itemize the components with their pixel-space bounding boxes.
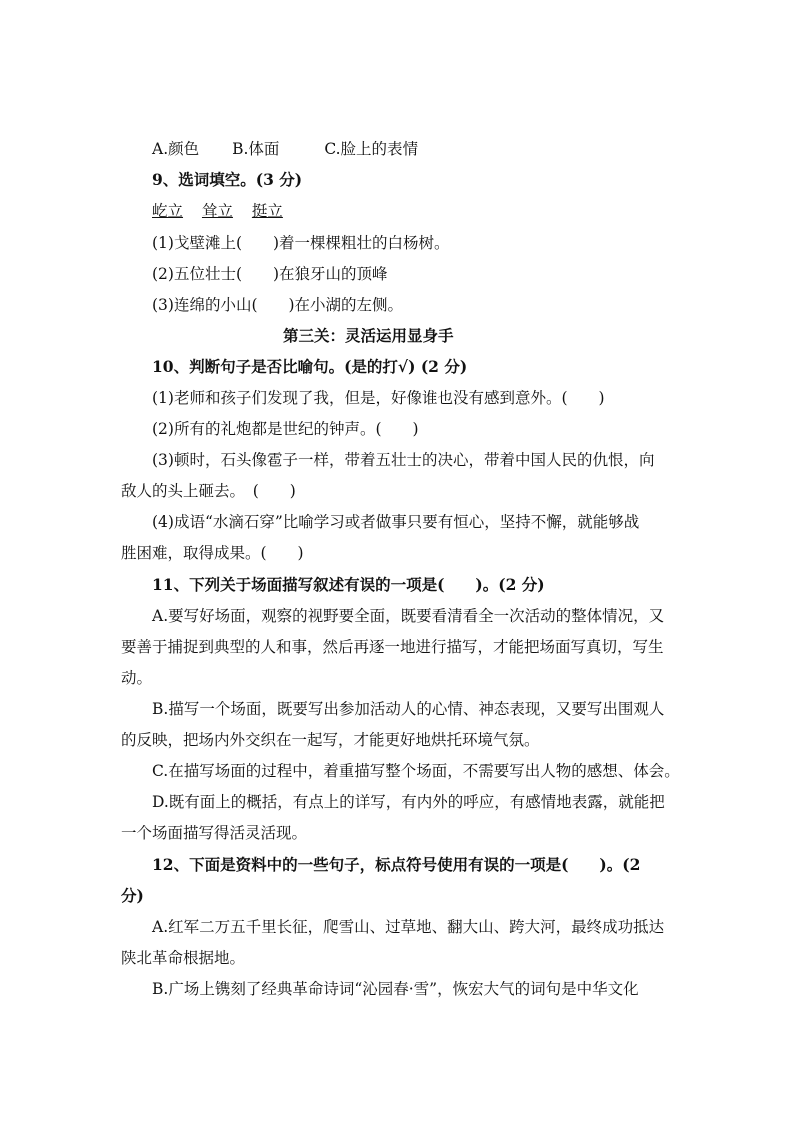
q10-item-1: (1)老师和孩子们发现了我，但是，好像谁也没有感到意外。( )	[152, 389, 605, 407]
q12-option-a-cont: 陕北革命根据地。	[121, 949, 246, 967]
q9-title: 9、选词填空。(3 分)	[152, 170, 303, 189]
q10-title: 10、判断句子是否比喻句。(是的打√) (2 分)	[152, 357, 468, 376]
q9-word-2: 耸立	[201, 202, 233, 220]
q11-option-d-cont: 一个场面描写得活灵活现。	[121, 824, 308, 842]
q12-title: 12、下面是资料中的一些句子，标点符号使用有误的一项是( )。(2	[152, 855, 641, 874]
q9-item-2: (2)五位壮士( )在狼牙山的顶峰	[152, 265, 388, 283]
q10-item-3: (3)顿时，石头像雹子一样，带着五壮士的决心，带着中国人民的仇恨，向	[152, 451, 655, 469]
q12-title-cont: 分)	[121, 886, 144, 905]
q11-option-b: B.描写一个场面，既要写出参加活动人的心情、神态表现，又要写出围观人	[152, 700, 665, 718]
q10-item-4-cont: 胜困难，取得成果。( )	[121, 544, 304, 562]
q10-item-3-cont: 敌人的头上砸去。 ( )	[121, 482, 296, 500]
q11-option-d: D.既有面上的概括，有点上的详写，有内外的呼应，有感情地表露，就能把	[152, 793, 665, 811]
section-3-title: 第三关：灵活运用显身手	[283, 326, 454, 345]
q12-option-a: A.红军二万五千里长征，爬雪山、过草地、翻大山、跨大河，最终成功抵达	[152, 918, 665, 936]
q9-item-3: (3)连绵的小山( )在小湖的左侧。	[152, 296, 404, 314]
q11-option-a-cont-1: 要善于捕捉到典型的人和事，然后再逐一地进行描写，才能把场面写真切，写生	[121, 638, 664, 656]
q11-option-b-cont: 的反映，把场内外交织在一起写，才能更好地烘托环境气氛。	[121, 731, 540, 749]
q10-item-4: (4)成语“水滴石穿”比喻学习或者做事只要有恒心，坚持不懈，就能够战	[152, 513, 640, 531]
q11-option-a: A.要写好场面，观察的视野要全面，既要看清看全一次活动的整体情况，又	[152, 607, 665, 625]
q9-item-1: (1)戈壁滩上( )着一棵棵粗壮的白杨树。	[152, 234, 450, 252]
q8-option-c: C.脸上的表情	[324, 140, 419, 158]
q11-title: 11、下列关于场面描写叙述有误的一项是( )。(2 分)	[152, 575, 545, 594]
q11-option-a-cont-2: 动。	[121, 669, 153, 687]
q8-options	[152, 138, 794, 160]
q10-item-2: (2)所有的礼炮都是世纪的钟声。( )	[152, 420, 419, 438]
q12-option-b: B.广场上镌刻了经典革命诗词“沁园春·雪”，恢宏大气的词句是中华文化	[152, 980, 639, 998]
q8-option-a: A.颜色	[152, 140, 200, 158]
q9-word-1: 屹立	[152, 202, 184, 220]
q9-word-3: 挺立	[251, 202, 283, 220]
q8-option-b: B.体面	[232, 140, 280, 158]
q11-option-c: C.在描写场面的过程中，着重描写整个场面，不需要写出人物的感想、体会。	[152, 762, 680, 780]
q9-word-choices	[152, 200, 794, 222]
